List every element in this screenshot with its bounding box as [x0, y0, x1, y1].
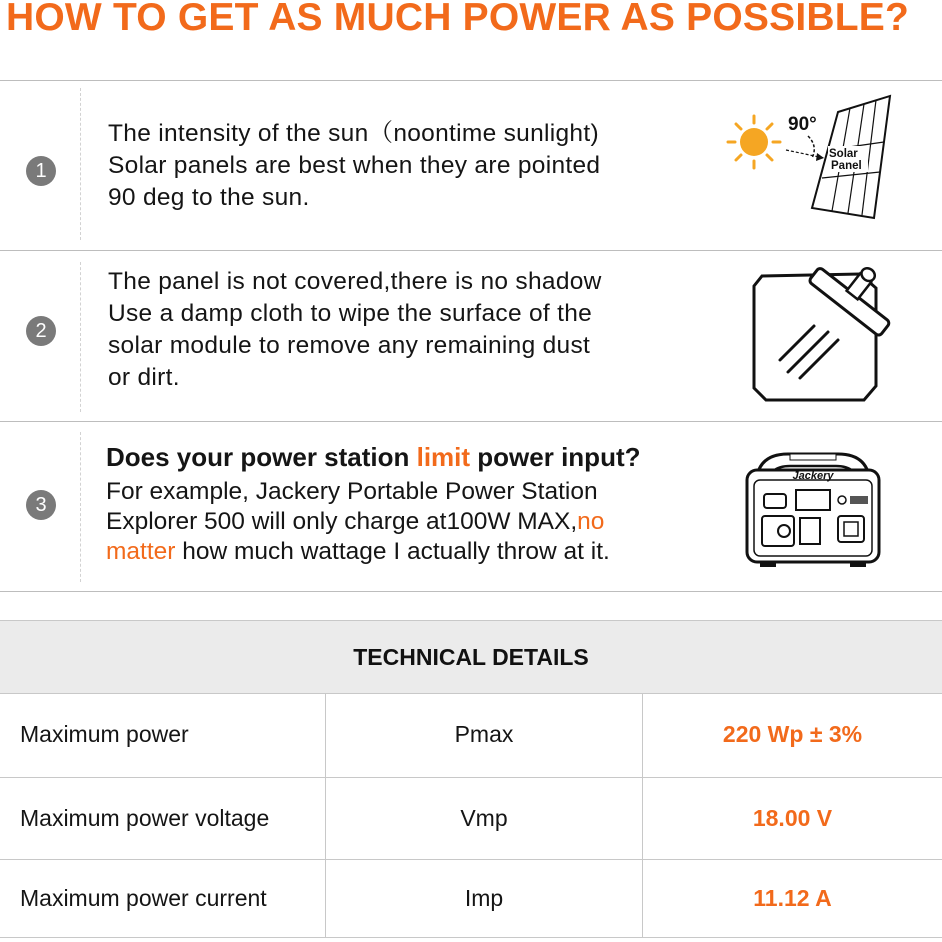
dashed-separator [80, 432, 81, 582]
divider [0, 250, 942, 251]
tip-line: solar module to remove any remaining dust [108, 332, 591, 359]
squeegee-cleaning-icon [748, 262, 898, 404]
spec-value: 18.00 V [643, 777, 942, 859]
tip-text-span: Explorer 500 will only charge at100W MAX, [106, 508, 578, 535]
technical-details-heading: TECHNICAL DETAILS [0, 620, 942, 694]
tip-line: The panel is not covered,there is no shadow [108, 268, 602, 295]
spec-name: Maximum power voltage [0, 777, 326, 859]
table-row [0, 859, 942, 937]
brand-label: Jackery [792, 470, 834, 482]
step-number-badge: 1 [26, 156, 56, 186]
divider [0, 421, 942, 422]
page-title: HOW TO GET AS MUCH POWER AS POSSIBLE? [6, 0, 909, 39]
tip-line [106, 537, 640, 567]
tip-text-span: how much wattage I actually throw at it. [175, 538, 610, 565]
spec-symbol: Vmp [326, 777, 643, 859]
tip-heading [106, 437, 640, 477]
spec-name: Maximum power current [0, 859, 326, 937]
panel-label: Panel [831, 160, 862, 172]
sun-panel-angle-icon [720, 92, 900, 244]
tip-line: 90 deg to the sun. [108, 184, 310, 211]
panel-label: Solar [829, 148, 858, 160]
spec-value: 220 Wp ± 3% [643, 693, 942, 777]
tip-highlight: no [577, 508, 605, 535]
tip-line: For example, Jackery Portable Power Station [106, 478, 598, 505]
spec-value: 11.12 A [643, 859, 942, 937]
table-row [0, 693, 942, 777]
tip-line: or dirt. [108, 364, 180, 391]
spec-table [0, 693, 942, 938]
spec-symbol: Pmax [326, 693, 643, 777]
spec-symbol: Imp [326, 859, 643, 937]
tip-line [106, 507, 640, 537]
dashed-separator [80, 88, 81, 240]
dashed-separator [80, 262, 81, 412]
tip-line: Use a damp cloth to wipe the surface of the [108, 300, 593, 327]
divider [0, 80, 942, 81]
heading-text: power input? [470, 442, 641, 472]
sun-icon [728, 116, 780, 168]
tip-highlight: matter [106, 538, 176, 565]
tip-text [106, 437, 640, 567]
tip-text [108, 118, 600, 214]
power-station-icon [742, 446, 882, 570]
tip-text [108, 266, 602, 394]
heading-highlight: limit [416, 442, 471, 472]
step-number-badge: 2 [26, 316, 56, 346]
spec-name: Maximum power [0, 693, 326, 777]
table-row [0, 777, 942, 859]
heading-text: Does your power station [106, 442, 417, 472]
tip-line: Solar panels are best when they are pointed [108, 152, 601, 179]
divider [0, 591, 942, 592]
angle-label: 90° [788, 114, 817, 135]
step-number-badge: 3 [26, 490, 56, 520]
tip-line: The intensity of the sun（noontime sunlight) [108, 120, 599, 147]
